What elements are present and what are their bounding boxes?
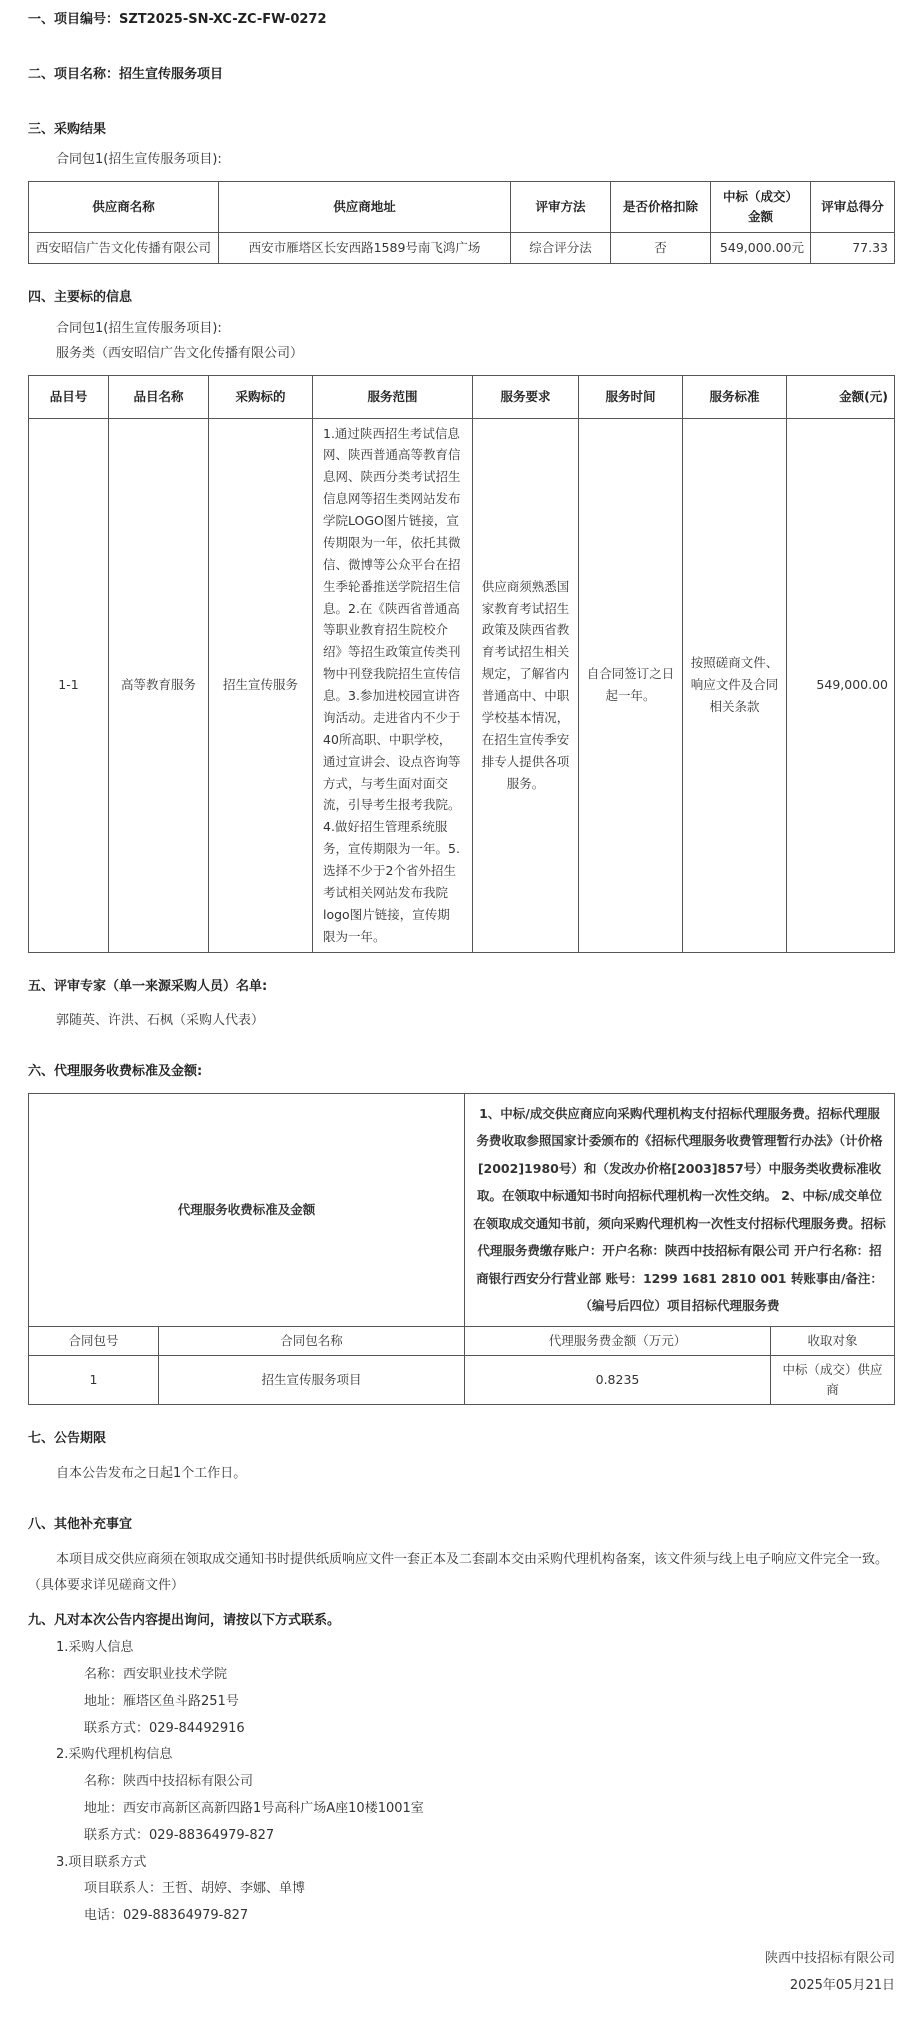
project-number-line [28,10,895,31]
project-name-value: 招生宣传服务项目 [119,66,224,82]
notice-period-heading: 七、公告期限 [28,1430,107,1446]
cell-amount: 549,000.00 [787,418,895,952]
purchaser-title: 1.采购人信息 [56,1640,134,1656]
experts-names: 郭随英、许洪、石枫（采购人代表） [56,1013,265,1029]
table-row [29,418,895,952]
purchaser-address: 地址：雁塔区鱼斗路251号 [84,1693,239,1709]
cell-total-score: 77.33 [811,233,895,264]
cell-fee-amount: 0.8235 [465,1355,771,1404]
cell-service-standard: 按照磋商文件、响应文件及合同相关条款 [683,418,787,952]
project-contact-phone: 电话：029-88364979-827 [84,1908,249,1924]
cell-service-time: 自合同签订之日起一年。 [579,418,683,952]
fee-standard-label: 代理服务收费标准及金额 [29,1093,465,1326]
table-header-row [29,1326,895,1355]
signature-org: 陕西中技招标有限公司 [764,1950,895,1966]
header-fee-amount: 代理服务费金额（万元） [465,1326,771,1355]
project-name-label: 二、项目名称： [28,66,120,82]
header-payer: 收取对象 [771,1326,895,1355]
project-contact-persons: 项目联系人：王哲、胡婷、李娜、单博 [84,1881,306,1897]
fee-standard-row [29,1093,895,1326]
header-scope: 服务范围 [313,375,473,418]
cell-package-name: 招生宣传服务项目 [159,1355,465,1404]
contact-group-agency [28,1745,895,1766]
fee-standard-text: 1、中标/成交供应商应向采购代理机构支付招标代理服务费。招标代理服务费收取参照国家计委颁布的《招标代理服务收费管理暂行办法》（计价格[2002]1980号）和（发改办价格[2003]857号）中服务类收费标准收取。在领取中标通知书时向招标代理机构一次性交纳。 2、中标/成交单位在领取成交通知书前，须向采购代理机构一次性支付招标代理服务费。招标代理服务费缴存账户：开户名称：陕西中技招标有限公司 开户行名称：招商银行西安分行营业部 账号：1299 1681 2810 001 转账事由/备注：（编号后四位）项目招标代理服务费 [465,1093,895,1326]
header-supplier-name: 供应商名称 [29,182,219,233]
table-row [29,1355,895,1404]
agency-phone: 联系方式：029-88364979-827 [84,1827,275,1843]
cell-package-no: 1 [29,1355,159,1404]
agency-title: 2.采购代理机构信息 [56,1747,173,1763]
cell-requirement: 供应商须熟悉国家教育考试招生政策及陕西省教育考试招生相关规定，了解省内普通高中、中职学校基本情况，在招生宣传季安排专人提供各项服务。 [473,418,579,952]
cell-bid-amount: 549,000.00元 [711,233,811,264]
result-package-label: 合同包1(招生宣传服务项目): [56,152,222,168]
table-header-row [29,182,895,233]
purchaser-name: 名称：西安职业技术学院 [84,1666,228,1682]
header-package-no: 合同包号 [29,1326,159,1355]
cell-item-name: 高等教育服务 [109,418,209,952]
cell-item-no: 1-1 [29,418,109,952]
supplementary-text: 本项目成交供应商须在领取成交通知书时提供纸质响应文件一套正本及二套副本交由采购代理机构备案，该文件须与线上电子响应文件完全一致。（具体要求详见磋商文件） [28,1552,889,1594]
cell-supplier-name: 西安昭信广告文化传播有限公司 [29,233,219,264]
cell-target: 招生宣传服务 [209,418,313,952]
header-package-name: 合同包名称 [159,1326,465,1355]
contact-group-project [28,1853,895,1874]
table-row [29,233,895,264]
header-item-no: 品目号 [29,375,109,418]
project-contact-title: 3.项目联系方式 [56,1854,147,1870]
main-subject-heading: 四、主要标的信息 [28,290,133,306]
header-bid-amount: 中标（成交）金额 [711,182,811,233]
procurement-result-table [28,181,895,264]
cell-scope: 1.通过陕西招生考试信息网、陕西普通高等教育信息网、陕西分类考试招生信息网等招生类网站发布学院LOGO图片链接，宣传期限为一年，依托其微信、微博等公众平台在招生季轮番推送学院招生信息。2.在《陕西省普通高等职业教育招生院校介绍》等招生政策宣传类刊物中刊登我院招生宣传信息。3.参加进校园宣讲咨询活动。走进省内不少于40所高职、中职学校，通过宣讲会、设点咨询等方式，与考生面对面交流，引导考生报考我院。4.做好招生管理系统服务，宣传期限为一年。5.选择不少于2个省外招生考试相关网站发布我院logo图片链接，宣传期限为一年。 [313,418,473,952]
cell-payer: 中标（成交）供应商 [771,1355,895,1404]
cell-price-deduction: 否 [611,233,711,264]
subject-package-label: 合同包1(招生宣传服务项目): [56,320,222,336]
header-amount: 金额(元) [787,375,895,418]
purchaser-phone: 联系方式：029-84492916 [84,1720,245,1736]
header-review-method: 评审方法 [511,182,611,233]
table-header-row [29,375,895,418]
agency-fee-table [28,1093,895,1405]
signature-date: 2025年05月21日 [789,1977,895,1993]
header-service-standard: 服务标准 [683,375,787,418]
project-number-label: 一、项目编号： [28,12,120,27]
agency-fee-heading: 六、代理服务收费标准及金额: [28,1064,203,1080]
agency-address: 地址：西安市高新区高新四路1号高科广场A座10楼1001室 [84,1800,424,1816]
main-subject-table [28,375,895,953]
contact-group-purchaser [28,1638,895,1659]
header-price-deduction: 是否价格扣除 [611,182,711,233]
project-number-value: SZT2025-SN-XC-ZC-FW-0272 [119,12,327,27]
header-item-name: 品目名称 [109,375,209,418]
contact-heading: 九、凡对本次公告内容提出询问，请按以下方式联系。 [28,1613,341,1629]
supplementary-heading: 八、其他补充事宜 [28,1516,133,1532]
agency-name: 名称：陕西中技招标有限公司 [84,1774,254,1790]
header-service-time: 服务时间 [579,375,683,418]
cell-review-method: 综合评分法 [511,233,611,264]
header-requirement: 服务要求 [473,375,579,418]
project-name-line [28,65,895,86]
experts-heading: 五、评审专家（单一来源采购人员）名单: [28,978,268,994]
header-total-score: 评审总得分 [811,182,895,233]
cell-supplier-address: 西安市雁塔区长安西路1589号南飞鸿广场 [219,233,511,264]
procurement-result-heading: 三、采购结果 [28,121,107,137]
header-supplier-address: 供应商地址 [219,182,511,233]
subject-category-label: 服务类（西安昭信广告文化传播有限公司） [56,345,304,361]
notice-period-text: 自本公告发布之日起1个工作日。 [56,1465,247,1481]
header-target: 采购标的 [209,375,313,418]
